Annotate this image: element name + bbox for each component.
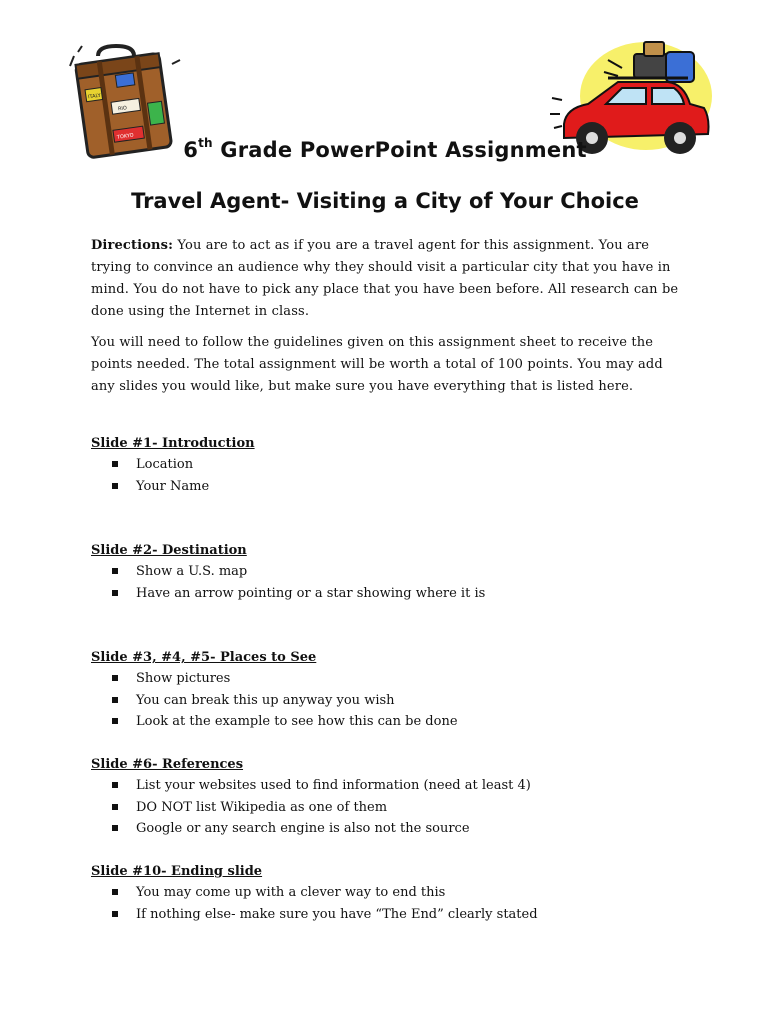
title-rest: Grade PowerPoint Assignment	[212, 138, 587, 162]
directions-paragraph	[91, 235, 685, 323]
square-bullet-icon	[112, 825, 118, 831]
list-item	[91, 711, 691, 733]
section-heading: Slide #2- Destination	[91, 543, 247, 558]
square-bullet-icon	[112, 804, 118, 810]
suitcase-sticker-1: ITALY	[87, 92, 102, 101]
square-bullet-icon	[112, 718, 118, 724]
list-item-text: Your Name	[136, 478, 210, 494]
page-title	[0, 138, 770, 162]
list-item	[91, 690, 691, 712]
page-subtitle: Travel Agent- Visiting a City of Your Choice	[131, 189, 639, 213]
section-heading: Slide #10- Ending slide	[91, 864, 263, 879]
square-bullet-icon	[112, 697, 118, 703]
bullet-list	[91, 775, 691, 840]
section-slide-10	[91, 861, 691, 925]
section-heading: Slide #6- References	[91, 757, 244, 772]
list-item-text: Location	[136, 457, 194, 472]
bullet-list	[91, 882, 691, 925]
list-item	[91, 454, 691, 476]
title-number: 6	[183, 138, 199, 162]
list-item-text: DO NOT list Wikipedia as one of them	[136, 799, 388, 815]
suitcase-sticker-3: TOKYO	[116, 132, 135, 141]
square-bullet-icon	[112, 911, 118, 917]
list-item-text: Show pictures	[136, 671, 231, 686]
suitcase-sticker-2: RIO	[117, 105, 128, 113]
title-superscript: th	[198, 136, 213, 150]
section-slide-3-4-5	[91, 647, 691, 733]
list-item-text: If nothing else- make sure you have “The End” clearly stated	[136, 906, 538, 922]
list-item	[91, 583, 691, 605]
list-item	[91, 797, 691, 819]
section-slide-1	[91, 433, 691, 497]
list-item-text: List your websites used to find information (need at least 4)	[136, 778, 531, 793]
bullet-list	[91, 668, 691, 733]
list-item	[91, 668, 691, 690]
section-heading: Slide #3, #4, #5- Places to See	[91, 650, 317, 665]
square-bullet-icon	[112, 461, 118, 467]
directions-label: Directions:	[91, 238, 174, 253]
list-item-text: Google or any search engine is also not the source	[136, 821, 470, 836]
section-slide-2	[91, 540, 691, 604]
directions-text: You are to act as if you are a travel agent for this assignment. You are trying to convince an audience why they should visit a particular city that you have in mind. You do not have to pick any place that you have been before. All research can be done using the Internet in class.	[91, 238, 679, 319]
bullet-list	[91, 561, 691, 604]
square-bullet-icon	[112, 889, 118, 895]
list-item-text: Show a U.S. map	[136, 564, 248, 579]
list-item-text: You may come up with a clever way to end this	[136, 885, 446, 900]
square-bullet-icon	[112, 568, 118, 574]
list-item	[91, 882, 691, 904]
square-bullet-icon	[112, 590, 118, 596]
list-item	[91, 818, 691, 840]
section-slide-6	[91, 754, 691, 840]
bullet-list	[91, 454, 691, 497]
list-item	[91, 476, 691, 498]
list-item	[91, 775, 691, 797]
list-item-text: Have an arrow pointing or a star showing where it is	[136, 585, 486, 601]
list-item	[91, 904, 691, 926]
list-item	[91, 561, 691, 583]
guidelines-paragraph: You will need to follow the guidelines given on this assignment sheet to receive the points needed. The total assignment will be worth a total of 100 points. You may add any slides you would like, but make sure you have everything that is listed here.	[91, 335, 663, 394]
section-heading: Slide #1- Introduction	[91, 436, 255, 451]
list-item-text: You can break this up anyway you wish	[136, 692, 395, 708]
square-bullet-icon	[112, 483, 118, 489]
square-bullet-icon	[112, 782, 118, 788]
list-item-text: Look at the example to see how this can be done	[136, 714, 458, 729]
square-bullet-icon	[112, 675, 118, 681]
